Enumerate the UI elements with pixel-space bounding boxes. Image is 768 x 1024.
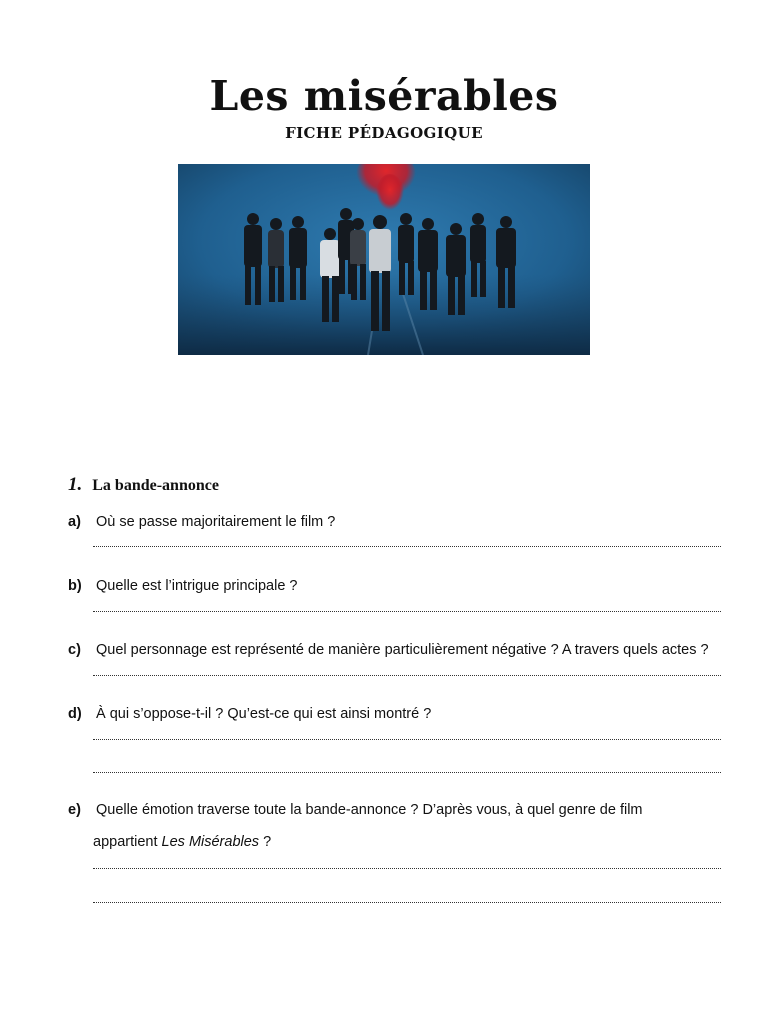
question-text: Quelle est l’intrigue principale ? xyxy=(96,578,298,594)
question-e-continuation xyxy=(93,833,271,851)
question-a xyxy=(68,513,335,531)
answer-line[interactable] xyxy=(93,902,721,903)
question-letter: c) xyxy=(68,642,81,658)
question-letter: e) xyxy=(68,802,81,818)
answer-line[interactable] xyxy=(93,772,721,773)
section-number: 1. xyxy=(68,474,83,495)
continuation-prefix: appartient xyxy=(93,834,162,850)
answer-line[interactable] xyxy=(93,675,721,676)
film-poster-image xyxy=(178,164,590,355)
question-letter: d) xyxy=(68,706,82,722)
answer-line[interactable] xyxy=(93,546,721,547)
film-title-italic: Les Misérables xyxy=(161,834,260,850)
answer-line[interactable] xyxy=(93,868,721,869)
answer-line[interactable] xyxy=(93,611,721,612)
question-letter: a) xyxy=(68,514,81,530)
document-subtitle: FICHE PÉDAGOGIQUE xyxy=(285,124,483,142)
section-title: La bande-annonce xyxy=(92,477,219,494)
continuation-suffix: ? xyxy=(259,834,272,850)
question-e xyxy=(68,801,643,819)
question-c xyxy=(68,641,709,659)
question-text: Quel personnage est représenté de manière particulièrement négative ? A travers quels actes ? xyxy=(96,642,709,658)
question-text: Où se passe majoritairement le film ? xyxy=(96,514,336,530)
question-b xyxy=(68,577,298,595)
section-heading xyxy=(68,474,219,496)
question-text: Quelle émotion traverse toute la bande-annonce ? D’après vous, à quel genre de film xyxy=(96,802,643,818)
answer-line[interactable] xyxy=(93,739,721,740)
question-text: À qui s’oppose-t-il ? Qu’est-ce qui est ainsi montré ? xyxy=(96,706,432,722)
document-title: Les misérables xyxy=(209,72,559,120)
question-d xyxy=(68,705,431,723)
question-letter: b) xyxy=(68,578,82,594)
